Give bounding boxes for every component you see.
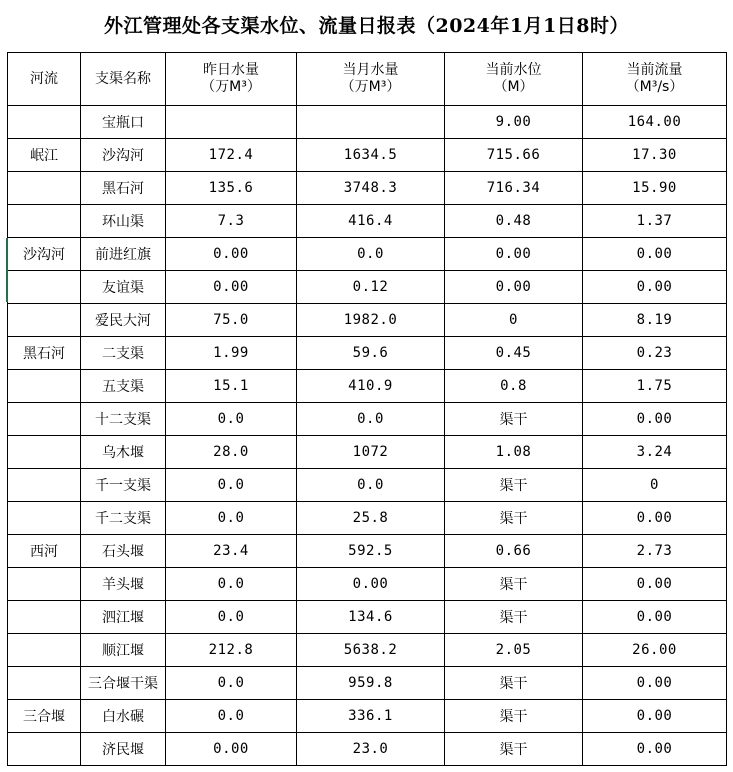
- flow-cell[interactable]: 0: [583, 469, 727, 502]
- yesterday-volume-cell[interactable]: 0.00: [166, 271, 297, 304]
- month-volume-cell[interactable]: 0.00: [297, 568, 445, 601]
- table-row: [8, 370, 727, 403]
- water-level-cell[interactable]: 9.00: [445, 106, 583, 139]
- yesterday-volume-cell[interactable]: 28.0: [166, 436, 297, 469]
- yesterday-volume-cell[interactable]: 212.8: [166, 634, 297, 667]
- header-yesterday-unit: （万M³）: [201, 79, 261, 95]
- month-volume-cell[interactable]: 336.1: [297, 700, 445, 733]
- table-row: [8, 502, 727, 535]
- water-level-cell[interactable]: 渠干: [445, 469, 583, 502]
- yesterday-volume-cell[interactable]: 0.0: [166, 469, 297, 502]
- water-level-cell[interactable]: 0.00: [445, 238, 583, 271]
- month-volume-cell[interactable]: 0.0: [297, 469, 445, 502]
- report-title: 外江管理处各支渠水位、流量日报表（2024年1月1日8时）: [103, 15, 630, 37]
- water-level-cell[interactable]: 渠干: [445, 601, 583, 634]
- river-cell[interactable]: 西河: [8, 535, 81, 568]
- flow-cell[interactable]: 17.30: [583, 139, 727, 172]
- water-level-cell[interactable]: 2.05: [445, 634, 583, 667]
- header-month-unit: （万M³）: [340, 79, 401, 95]
- table-row: [8, 667, 727, 700]
- river-cell[interactable]: 沙沟河: [8, 238, 81, 271]
- flow-cell[interactable]: 164.00: [583, 106, 727, 139]
- header-flow-unit: （M³/s）: [625, 79, 684, 95]
- header-level-label: 当前水位: [485, 62, 542, 78]
- table-row: [8, 238, 727, 271]
- river-cell[interactable]: [8, 205, 81, 238]
- river-cell[interactable]: [8, 172, 81, 205]
- canal-cell[interactable]: 白水碾: [81, 700, 166, 733]
- month-volume-cell[interactable]: 0.0: [297, 403, 445, 436]
- table-row: [8, 535, 727, 568]
- yesterday-volume-cell[interactable]: 1.99: [166, 337, 297, 370]
- month-volume-cell[interactable]: 592.5: [297, 535, 445, 568]
- yesterday-volume-cell[interactable]: 23.4: [166, 535, 297, 568]
- water-level-cell[interactable]: 0.8: [445, 370, 583, 403]
- river-cell[interactable]: [8, 370, 81, 403]
- table-row: [8, 403, 727, 436]
- header-canal[interactable]: 支渠名称: [81, 53, 166, 106]
- water-level-cell[interactable]: 渠干: [445, 733, 583, 766]
- river-cell[interactable]: [8, 469, 81, 502]
- flow-cell[interactable]: 8.19: [583, 304, 727, 337]
- yesterday-volume-cell[interactable]: 135.6: [166, 172, 297, 205]
- river-cell[interactable]: [8, 568, 81, 601]
- flow-cell[interactable]: 0.00: [583, 403, 727, 436]
- river-cell[interactable]: [8, 733, 81, 766]
- canal-cell[interactable]: 爱民大河: [81, 304, 166, 337]
- flow-cell[interactable]: 3.24: [583, 436, 727, 469]
- canal-cell[interactable]: 千二支渠: [81, 502, 166, 535]
- yesterday-volume-cell[interactable]: 0.0: [166, 601, 297, 634]
- table-body: [8, 53, 727, 766]
- yesterday-volume-cell[interactable]: 0.0: [166, 667, 297, 700]
- month-volume-cell[interactable]: 23.0: [297, 733, 445, 766]
- month-volume-cell[interactable]: 959.8: [297, 667, 445, 700]
- canal-cell[interactable]: 济民堰: [81, 733, 166, 766]
- canal-cell[interactable]: 沙沟河: [81, 139, 166, 172]
- table-row: [8, 700, 727, 733]
- water-level-cell[interactable]: 渠干: [445, 502, 583, 535]
- canal-cell[interactable]: 泗江堰: [81, 601, 166, 634]
- canal-cell[interactable]: 顺江堰: [81, 634, 166, 667]
- river-cell[interactable]: [8, 634, 81, 667]
- header-row: [8, 53, 727, 106]
- month-volume-cell[interactable]: 1634.5: [297, 139, 445, 172]
- yesterday-volume-cell[interactable]: 15.1: [166, 370, 297, 403]
- month-volume-cell[interactable]: 1982.0: [297, 304, 445, 337]
- river-cell[interactable]: [8, 304, 81, 337]
- flow-cell[interactable]: 26.00: [583, 634, 727, 667]
- flow-cell[interactable]: 0.00: [583, 700, 727, 733]
- table-row: [8, 634, 727, 667]
- month-volume-cell[interactable]: 3748.3: [297, 172, 445, 205]
- table-row: [8, 601, 727, 634]
- river-cell[interactable]: 黑石河: [8, 337, 81, 370]
- header-yesterday-label: 昨日水量: [203, 62, 259, 78]
- flow-cell[interactable]: 15.90: [583, 172, 727, 205]
- flow-cell[interactable]: 1.75: [583, 370, 727, 403]
- flow-cell[interactable]: 0.00: [583, 601, 727, 634]
- river-cell[interactable]: [8, 403, 81, 436]
- header-month[interactable]: [297, 53, 445, 106]
- header-flow[interactable]: [583, 53, 727, 106]
- river-cell[interactable]: 三合堰: [8, 700, 81, 733]
- month-volume-cell[interactable]: 0.12: [297, 271, 445, 304]
- table-row: [8, 469, 727, 502]
- water-level-cell[interactable]: 715.66: [445, 139, 583, 172]
- flow-cell[interactable]: 0.00: [583, 733, 727, 766]
- canal-cell[interactable]: 石头堰: [81, 535, 166, 568]
- header-month-label: 当月水量: [342, 62, 399, 78]
- yesterday-volume-cell[interactable]: 0.00: [166, 733, 297, 766]
- canal-cell[interactable]: 十二支渠: [81, 403, 166, 436]
- yesterday-volume-cell[interactable]: 0.0: [166, 568, 297, 601]
- canal-cell[interactable]: 前进红旗: [81, 238, 166, 271]
- header-yesterday[interactable]: [166, 53, 297, 106]
- water-level-cell[interactable]: 渠干: [445, 667, 583, 700]
- river-cell[interactable]: [8, 106, 81, 139]
- water-level-cell[interactable]: 0.66: [445, 535, 583, 568]
- canal-cell[interactable]: 黑石河: [81, 172, 166, 205]
- canal-cell[interactable]: 宝瓶口: [81, 106, 166, 139]
- flow-cell[interactable]: 0.00: [583, 568, 727, 601]
- month-volume-cell[interactable]: 0.0: [297, 238, 445, 271]
- table-row: [8, 337, 727, 370]
- table-row: [8, 172, 727, 205]
- month-volume-cell[interactable]: 5638.2: [297, 634, 445, 667]
- month-volume-cell[interactable]: [297, 106, 445, 139]
- canal-cell[interactable]: 千一支渠: [81, 469, 166, 502]
- canal-cell[interactable]: 乌木堰: [81, 436, 166, 469]
- table-row: [8, 271, 727, 304]
- water-level-cell[interactable]: 渠干: [445, 568, 583, 601]
- table-row: [8, 733, 727, 766]
- cell-selection-marker: [6, 238, 8, 302]
- header-level-unit: （M）: [493, 79, 534, 95]
- water-level-cell[interactable]: 渠干: [445, 403, 583, 436]
- river-cell[interactable]: [8, 502, 81, 535]
- header-river[interactable]: 河流: [8, 53, 81, 106]
- month-volume-cell[interactable]: 59.6: [297, 337, 445, 370]
- table-row: [8, 304, 727, 337]
- table-row: [8, 205, 727, 238]
- flow-cell[interactable]: 0.00: [583, 271, 727, 304]
- flow-cell[interactable]: 0.23: [583, 337, 727, 370]
- yesterday-volume-cell[interactable]: 172.4: [166, 139, 297, 172]
- header-flow-label: 当前流量: [626, 62, 683, 78]
- flow-cell[interactable]: 0.00: [583, 238, 727, 271]
- water-level-cell[interactable]: 0.00: [445, 271, 583, 304]
- flow-cell[interactable]: 0.00: [583, 502, 727, 535]
- water-level-cell[interactable]: 0.48: [445, 205, 583, 238]
- yesterday-volume-cell[interactable]: 75.0: [166, 304, 297, 337]
- water-level-cell[interactable]: 0.45: [445, 337, 583, 370]
- river-cell[interactable]: [8, 271, 81, 304]
- canal-cell[interactable]: 二支渠: [81, 337, 166, 370]
- water-level-cell[interactable]: 716.34: [445, 172, 583, 205]
- river-cell[interactable]: [8, 667, 81, 700]
- water-level-cell[interactable]: 1.08: [445, 436, 583, 469]
- yesterday-volume-cell[interactable]: 0.0: [166, 700, 297, 733]
- yesterday-volume-cell[interactable]: 0.0: [166, 502, 297, 535]
- table-row: [8, 139, 727, 172]
- flow-cell[interactable]: 1.37: [583, 205, 727, 238]
- yesterday-volume-cell[interactable]: 0.0: [166, 403, 297, 436]
- yesterday-volume-cell[interactable]: [166, 106, 297, 139]
- table-row: [8, 106, 727, 139]
- canal-cell[interactable]: 友谊渠: [81, 271, 166, 304]
- canal-cell[interactable]: 羊头堰: [81, 568, 166, 601]
- water-level-cell[interactable]: 0: [445, 304, 583, 337]
- river-cell[interactable]: [8, 601, 81, 634]
- river-cell[interactable]: 岷江: [8, 139, 81, 172]
- header-level[interactable]: [445, 53, 583, 106]
- month-volume-cell[interactable]: 410.9: [297, 370, 445, 403]
- flow-cell[interactable]: 2.73: [583, 535, 727, 568]
- water-level-cell[interactable]: 渠干: [445, 700, 583, 733]
- table-row: [8, 568, 727, 601]
- month-volume-cell[interactable]: 134.6: [297, 601, 445, 634]
- month-volume-cell[interactable]: 416.4: [297, 205, 445, 238]
- report-table: [7, 52, 727, 766]
- yesterday-volume-cell[interactable]: 0.00: [166, 238, 297, 271]
- canal-cell[interactable]: 环山渠: [81, 205, 166, 238]
- flow-cell[interactable]: 0.00: [583, 667, 727, 700]
- river-cell[interactable]: [8, 436, 81, 469]
- month-volume-cell[interactable]: 25.8: [297, 502, 445, 535]
- canal-cell[interactable]: 三合堰干渠: [81, 667, 166, 700]
- month-volume-cell[interactable]: 1072: [297, 436, 445, 469]
- yesterday-volume-cell[interactable]: 7.3: [166, 205, 297, 238]
- table-row: [8, 436, 727, 469]
- canal-cell[interactable]: 五支渠: [81, 370, 166, 403]
